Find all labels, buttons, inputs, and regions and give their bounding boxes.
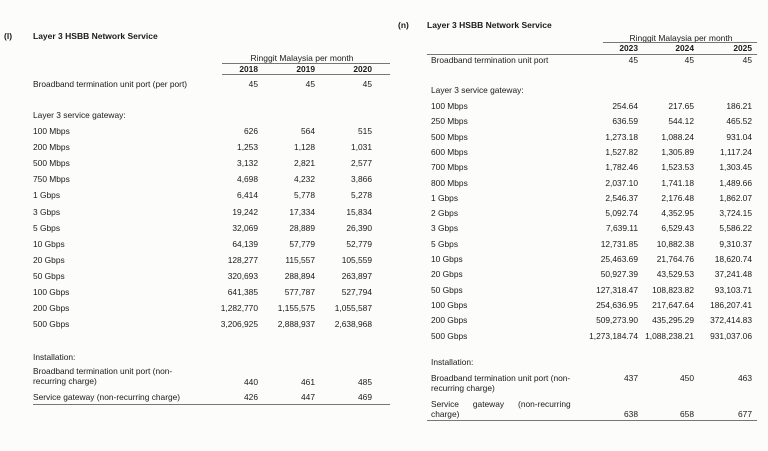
row-label: 750 Mbps [33, 174, 70, 185]
cell-value: 6,414 [237, 190, 258, 201]
cell-value: 1,741.18 [661, 177, 694, 188]
cell-value: 9,310.37 [719, 238, 752, 249]
row-label: 500 Gbps [33, 319, 70, 330]
row-label: 200 Gbps [431, 315, 468, 326]
year-header: 2024 [675, 43, 694, 53]
cell-value: 2,546.37 [605, 192, 638, 203]
cell-value: 45 [305, 79, 315, 89]
cell-value: 450 [680, 373, 694, 383]
cell-value: 93,103.71 [714, 284, 752, 295]
cell-value: 217.65 [668, 101, 694, 111]
cell-value: 3,724.15 [719, 208, 752, 219]
cell-value: 1,088,238.21 [645, 330, 694, 341]
row-label: 600 Mbps [431, 146, 468, 157]
cell-value: 45 [742, 55, 752, 65]
cell-value: 64,139 [232, 238, 258, 249]
cell-value: 217,647.64 [652, 299, 694, 310]
cell-value: 544.12 [668, 116, 694, 127]
cell-value: 4,232 [294, 174, 315, 185]
cell-value: 45 [684, 55, 694, 65]
cell-value: 1,282,770 [220, 303, 258, 314]
cell-value: 2,037.10 [605, 177, 638, 188]
table-title: Layer 3 HSBB Network Service [33, 31, 158, 41]
cell-value: 7,639.11 [606, 223, 638, 234]
cell-value: 45 [628, 55, 638, 65]
cell-value: 254.64 [612, 101, 638, 111]
cell-value: 6,529.43 [661, 223, 694, 234]
cell-value: 372,414.83 [710, 315, 752, 326]
row-label: recurring charge) [33, 376, 97, 386]
cell-value: 509,273.90 [596, 315, 638, 326]
row-label: 500 Gbps [431, 330, 468, 341]
unit-caption: Ringgit Malaysia per month [629, 33, 733, 43]
cell-value: 931.04 [726, 131, 752, 142]
row-label: 50 Gbps [33, 270, 65, 281]
row-label: 700 Mbps [431, 162, 468, 173]
row-label: Broadband termination unit port (per port) [33, 79, 188, 89]
row-label: 100 Mbps [431, 101, 468, 111]
row-label: 250 Mbps [431, 116, 468, 127]
cell-value: 485 [358, 377, 372, 387]
cell-value: 21,764.76 [656, 254, 694, 264]
cell-value: 437 [624, 373, 638, 383]
cell-value: 1,303.45 [719, 162, 752, 173]
year-header: 2023 [619, 43, 638, 53]
cell-value: 1,782.46 [605, 162, 638, 173]
cell-value: 463 [738, 373, 752, 383]
cell-value: 1,527.82 [605, 146, 638, 157]
cell-value: 1,088.24 [661, 131, 694, 142]
header-underline [222, 74, 390, 75]
cell-value: 4,352.95 [661, 208, 694, 219]
cell-value: 638 [624, 409, 638, 419]
row-label: 100 Mbps [33, 126, 70, 136]
cell-value: 1,273.18 [605, 131, 638, 142]
cell-value: 440 [244, 377, 258, 387]
row-label: 50 Gbps [431, 284, 463, 295]
cell-value: 288,894 [284, 270, 315, 281]
cell-value: 32,069 [232, 222, 258, 233]
cell-value: 43,529.53 [656, 269, 694, 280]
cell-value: 57,779 [289, 238, 315, 249]
cell-value: 45 [248, 79, 258, 89]
cell-value: 263,897 [341, 270, 372, 281]
cell-value: 1,155,575 [277, 303, 315, 314]
cell-value: 17,334 [289, 206, 315, 217]
cell-value: 1,253 [237, 142, 258, 153]
cell-value: 1,117.24 [720, 146, 752, 157]
cell-value: 564 [301, 126, 315, 136]
section-tag: (n) [398, 20, 409, 30]
cell-value: 2,821 [294, 158, 315, 169]
row-label: 3 Gbps [431, 223, 459, 234]
row-label: charge) [431, 409, 460, 419]
row-label: Service gateway (non-recurring [431, 399, 571, 409]
cell-value: 1,489.66 [719, 177, 752, 188]
cell-value: 626 [244, 126, 258, 136]
cell-value: 931,037.06 [710, 330, 752, 341]
row-label: 10 Gbps [431, 254, 463, 264]
row-label: 200 Mbps [33, 142, 70, 153]
row-label: 10 Gbps [33, 238, 65, 249]
cell-value: 465.52 [726, 116, 752, 127]
row-label: Broadband termination unit port [431, 55, 549, 65]
cell-value: 18,620.74 [714, 254, 752, 264]
group-label: Installation: [33, 352, 76, 362]
cell-value: 636.59 [612, 116, 638, 127]
cell-value: 186,207.41 [710, 299, 752, 310]
cell-value: 435,295.29 [652, 315, 694, 326]
row-label: 20 Gbps [33, 254, 65, 265]
cell-value: 641,385 [227, 287, 258, 297]
row-label: 5 Gbps [431, 238, 459, 249]
cell-value: 26,390 [346, 222, 372, 233]
cell-value: 1,273,184.74 [589, 330, 638, 341]
row-label: 100 Gbps [33, 287, 70, 297]
unit-caption: Ringgit Malaysia per month [250, 53, 354, 63]
row-label: 800 Mbps [431, 177, 468, 188]
cell-value: 515 [358, 126, 372, 136]
year-header: 2020 [353, 64, 372, 74]
row-label: Broadband termination unit port (non- [33, 366, 173, 376]
row-label: recurring charge) [431, 383, 495, 393]
cell-value: 2,176.48 [661, 192, 694, 203]
cell-value: 2,638,968 [334, 319, 372, 330]
cell-value: 12,731.85 [600, 238, 638, 249]
cell-value: 52,779 [346, 238, 372, 249]
cell-value: 426 [244, 392, 258, 402]
table-bottom-rule [33, 404, 390, 405]
cell-value: 254,636.95 [596, 299, 638, 310]
cell-value: 128,277 [227, 254, 258, 265]
cell-value: 37,241.48 [714, 269, 752, 280]
row-label: 3 Gbps [33, 206, 61, 217]
cell-value: 1,305.89 [661, 146, 694, 157]
cell-value: 4,698 [237, 174, 258, 185]
row-label: 5 Gbps [33, 222, 61, 233]
cell-value: 28,889 [289, 222, 315, 233]
row-label: 200 Gbps [33, 303, 70, 314]
table-title: Layer 3 HSBB Network Service [427, 20, 552, 30]
cell-value: 186.21 [726, 101, 752, 111]
cell-value: 115,557 [285, 254, 315, 265]
row-label: 500 Mbps [431, 131, 468, 142]
cell-value: 461 [301, 377, 315, 387]
group-label: Layer 3 service gateway: [431, 85, 524, 95]
cell-value: 1,128 [294, 142, 315, 153]
cell-value: 5,586.22 [719, 223, 752, 234]
year-header: 2018 [239, 64, 258, 74]
cell-value: 105,559 [341, 254, 372, 265]
cell-value: 320,693 [227, 270, 258, 281]
cell-value: 10,882.38 [656, 238, 694, 249]
cell-value: 15,834 [346, 206, 372, 217]
cell-value: 3,206,925 [220, 319, 258, 330]
group-label: Installation: [431, 357, 474, 367]
cell-value: 447 [301, 392, 315, 402]
row-label: Broadband termination unit port (non- [431, 373, 571, 383]
row-label: Service gateway (non-recurring charge) [33, 392, 181, 402]
cell-value: 5,092.74 [605, 208, 638, 219]
cell-value: 469 [358, 392, 372, 402]
row-label: 2 Gbps [431, 208, 459, 219]
table-bottom-rule [427, 420, 757, 421]
row-label: 500 Mbps [33, 158, 70, 169]
row-label: 20 Gbps [431, 269, 463, 280]
cell-value: 1,523.53 [661, 162, 694, 173]
cell-value: 50,927.39 [600, 269, 638, 280]
row-label: 1 Gbps [33, 190, 61, 201]
cell-value: 5,278 [351, 190, 372, 201]
cell-value: 2,888,937 [277, 319, 315, 330]
group-label: Layer 3 service gateway: [33, 110, 126, 120]
cell-value: 1,031 [351, 142, 372, 153]
cell-value: 5,778 [294, 190, 315, 201]
cell-value: 677 [738, 409, 752, 419]
cell-value: 1,862.07 [719, 192, 752, 203]
section-tag: (l) [4, 31, 13, 41]
cell-value: 2,577 [351, 158, 372, 169]
row-label: 100 Gbps [431, 299, 468, 310]
cell-value: 658 [680, 409, 694, 419]
cell-value: 3,866 [351, 174, 372, 185]
year-header: 2019 [296, 64, 315, 74]
row-label: 1 Gbps [431, 192, 459, 203]
cell-value: 108,823.82 [652, 284, 694, 295]
cell-value: 45 [362, 79, 372, 89]
cell-value: 527,794 [341, 287, 372, 297]
cell-value: 3,132 [237, 158, 258, 169]
cell-value: 1,055,587 [334, 303, 372, 314]
year-header: 2025 [733, 43, 752, 53]
cell-value: 127,318.47 [596, 284, 638, 295]
cell-value: 25,463.69 [600, 254, 638, 264]
cell-value: 577,787 [284, 287, 315, 297]
cell-value: 19,242 [232, 206, 258, 217]
